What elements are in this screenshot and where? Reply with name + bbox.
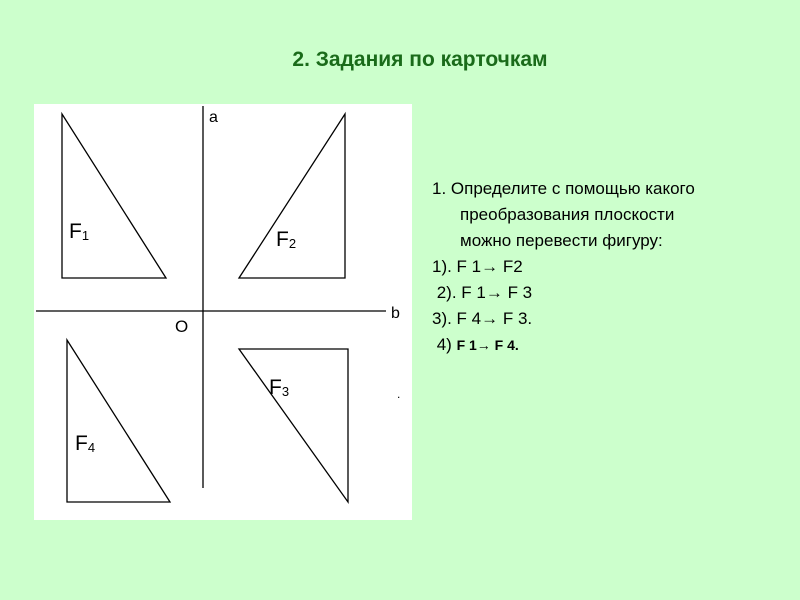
option-3: 3). F 4→ F 3. bbox=[432, 309, 533, 328]
question-line-1: 1. Определите с помощью какого bbox=[432, 179, 695, 198]
option-4-number: 4) bbox=[432, 335, 457, 354]
option-2: 2). F 1→ F 3 bbox=[432, 283, 533, 302]
option-1: 1). F 1→ F2 bbox=[432, 257, 523, 276]
axis-b-label: b bbox=[391, 305, 400, 322]
task-block bbox=[432, 176, 792, 358]
label-f4: F4 bbox=[75, 432, 96, 455]
question-line-3: можно перевести фигуру: bbox=[460, 231, 663, 250]
label-f2: F2 bbox=[276, 228, 297, 251]
axis-a-label: a bbox=[209, 109, 218, 126]
triangle-f3 bbox=[239, 349, 348, 502]
option-4-text: F 1→ F 4. bbox=[456, 337, 519, 353]
label-f3: F3 bbox=[269, 376, 290, 399]
transformation-diagram bbox=[34, 104, 412, 520]
triangle-f4 bbox=[67, 340, 170, 502]
label-f1: F1 bbox=[69, 220, 90, 243]
slide-title: 2. Задания по карточкам bbox=[292, 48, 548, 71]
option-4 bbox=[432, 332, 792, 358]
stray-dot: . bbox=[397, 387, 401, 401]
question-line-2: преобразования плоскости bbox=[460, 205, 675, 224]
triangle-f2 bbox=[239, 114, 345, 278]
triangle-f1 bbox=[62, 114, 166, 278]
figure-card bbox=[34, 104, 412, 520]
origin-label: O bbox=[175, 317, 189, 336]
